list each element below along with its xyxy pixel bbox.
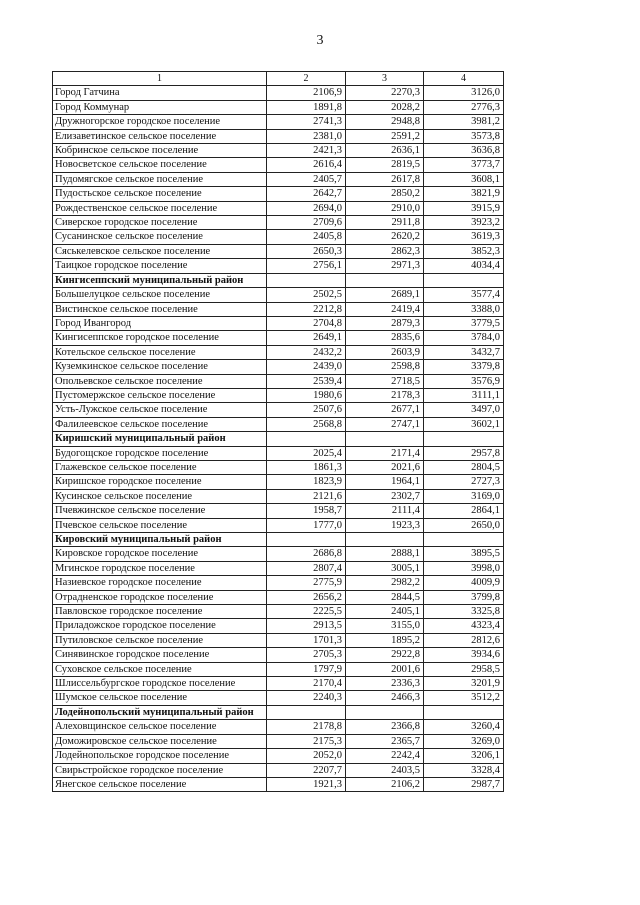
value-cell-col3: 2922,8 <box>346 648 424 662</box>
table-row <box>53 619 504 633</box>
value-cell-col3: 2028,2 <box>346 100 424 114</box>
value-cell-col4: 3126,0 <box>424 86 504 100</box>
value-cell-col4: 3934,6 <box>424 648 504 662</box>
value-cell-col2: 1797,9 <box>267 662 346 676</box>
section-title: Киришский муниципальный район <box>53 432 267 446</box>
empty-cell <box>424 533 504 547</box>
table-row <box>53 504 504 518</box>
value-cell-col2: 2225,5 <box>267 605 346 619</box>
value-cell-col2: 2642,7 <box>267 187 346 201</box>
settlement-name-cell: Павловское городское поселение <box>53 605 267 619</box>
value-cell-col4: 2864,1 <box>424 504 504 518</box>
settlement-name-cell: Котельское сельское поселение <box>53 345 267 359</box>
settlement-name-cell: Город Гатчина <box>53 86 267 100</box>
empty-cell <box>424 432 504 446</box>
table-header-row <box>53 72 504 86</box>
value-cell-col3: 2689,1 <box>346 288 424 302</box>
value-cell-col3: 2835,6 <box>346 331 424 345</box>
value-cell-col3: 2819,5 <box>346 158 424 172</box>
value-cell-col4: 3206,1 <box>424 749 504 763</box>
value-cell-col4: 3201,9 <box>424 677 504 691</box>
value-cell-col4: 3895,5 <box>424 547 504 561</box>
table-row <box>53 259 504 273</box>
value-cell-col4: 3981,2 <box>424 115 504 129</box>
value-cell-col2: 2650,3 <box>267 244 346 258</box>
value-cell-col2: 1980,6 <box>267 388 346 402</box>
value-cell-col4: 3636,8 <box>424 144 504 158</box>
value-cell-col4: 3573,8 <box>424 129 504 143</box>
value-cell-col3: 2178,3 <box>346 388 424 402</box>
table-row <box>53 691 504 705</box>
value-cell-col4: 3497,0 <box>424 403 504 417</box>
value-cell-col2: 2025,4 <box>267 446 346 460</box>
settlement-name-cell: Лодейнопольское городское поселение <box>53 749 267 763</box>
value-cell-col2: 2106,9 <box>267 86 346 100</box>
settlement-name-cell: Усть-Лужское сельское поселение <box>53 403 267 417</box>
value-cell-col4: 4009,9 <box>424 576 504 590</box>
empty-cell <box>267 273 346 287</box>
settlement-name-cell: Сусанинское сельское поселение <box>53 230 267 244</box>
settlement-name-cell: Свирьстройское городское поселение <box>53 763 267 777</box>
value-cell-col3: 2001,6 <box>346 662 424 676</box>
value-cell-col3: 1964,1 <box>346 475 424 489</box>
value-cell-col4: 3512,2 <box>424 691 504 705</box>
value-cell-col4: 2650,0 <box>424 518 504 532</box>
value-cell-col4: 3260,4 <box>424 720 504 734</box>
value-cell-col4: 3784,0 <box>424 331 504 345</box>
section-row <box>53 273 504 287</box>
value-cell-col2: 2439,0 <box>267 360 346 374</box>
table-row <box>53 590 504 604</box>
section-title: Лодейнопольский муниципальный район <box>53 705 267 719</box>
settlement-name-cell: Новосветское сельское поселение <box>53 158 267 172</box>
table-row <box>53 288 504 302</box>
value-cell-col3: 2111,4 <box>346 504 424 518</box>
table-row <box>53 763 504 777</box>
table-row <box>53 374 504 388</box>
table-row <box>53 489 504 503</box>
table-row <box>53 561 504 575</box>
table-row <box>53 158 504 172</box>
value-cell-col4: 3619,3 <box>424 230 504 244</box>
table-row <box>53 388 504 402</box>
value-cell-col2: 2178,8 <box>267 720 346 734</box>
page-number: 3 <box>316 33 324 48</box>
settlement-name-cell: Пчевское сельское поселение <box>53 518 267 532</box>
empty-cell <box>346 432 424 446</box>
column-header-1: 1 <box>53 72 267 86</box>
value-cell-col3: 2982,2 <box>346 576 424 590</box>
section-row <box>53 432 504 446</box>
table-row <box>53 475 504 489</box>
value-cell-col4: 3328,4 <box>424 763 504 777</box>
table-row <box>53 360 504 374</box>
value-cell-col4: 3998,0 <box>424 561 504 575</box>
settlement-name-cell: Пудомягское сельское поселение <box>53 172 267 186</box>
value-cell-col2: 2502,5 <box>267 288 346 302</box>
empty-cell <box>267 533 346 547</box>
value-cell-col4: 3602,1 <box>424 417 504 431</box>
settlements-table <box>52 71 504 792</box>
value-cell-col2: 2775,9 <box>267 576 346 590</box>
value-cell-col2: 2421,3 <box>267 144 346 158</box>
table-row <box>53 403 504 417</box>
value-cell-col4: 3923,2 <box>424 216 504 230</box>
column-header-3: 3 <box>346 72 424 86</box>
value-cell-col4: 3799,8 <box>424 590 504 604</box>
table-row <box>53 417 504 431</box>
table-row <box>53 316 504 330</box>
value-cell-col4: 2958,5 <box>424 662 504 676</box>
table-row <box>53 677 504 691</box>
value-cell-col3: 2419,4 <box>346 302 424 316</box>
settlement-name-cell: Шумское сельское поселение <box>53 691 267 705</box>
value-cell-col3: 2971,3 <box>346 259 424 273</box>
value-cell-col3: 2636,1 <box>346 144 424 158</box>
value-cell-col3: 2405,1 <box>346 605 424 619</box>
settlement-name-cell: Кобринское сельское поселение <box>53 144 267 158</box>
table-row <box>53 201 504 215</box>
table-row <box>53 749 504 763</box>
table-row <box>53 777 504 791</box>
table-row <box>53 216 504 230</box>
value-cell-col3: 3005,1 <box>346 561 424 575</box>
value-cell-col4: 3111,1 <box>424 388 504 402</box>
table-row <box>53 734 504 748</box>
value-cell-col3: 2106,2 <box>346 777 424 791</box>
value-cell-col4: 2957,8 <box>424 446 504 460</box>
value-cell-col3: 2850,2 <box>346 187 424 201</box>
value-cell-col2: 2240,3 <box>267 691 346 705</box>
value-cell-col3: 2603,9 <box>346 345 424 359</box>
table-row <box>53 129 504 143</box>
table-row <box>53 100 504 114</box>
settlement-name-cell: Сиверское городское поселение <box>53 216 267 230</box>
table-row <box>53 86 504 100</box>
settlement-name-cell: Алеховщинское сельское поселение <box>53 720 267 734</box>
settlement-name-cell: Куземкинское сельское поселение <box>53 360 267 374</box>
value-cell-col4: 2776,3 <box>424 100 504 114</box>
value-cell-col4: 2804,5 <box>424 460 504 474</box>
table-row <box>53 144 504 158</box>
table-row <box>53 244 504 258</box>
empty-cell <box>267 705 346 719</box>
value-cell-col2: 2913,5 <box>267 619 346 633</box>
table-row <box>53 230 504 244</box>
value-cell-col2: 2656,2 <box>267 590 346 604</box>
value-cell-col2: 1921,3 <box>267 777 346 791</box>
table-row <box>53 547 504 561</box>
value-cell-col4: 3852,3 <box>424 244 504 258</box>
table-row <box>53 605 504 619</box>
value-cell-col3: 2171,4 <box>346 446 424 460</box>
table-row <box>53 662 504 676</box>
table-row <box>53 720 504 734</box>
table-row <box>53 115 504 129</box>
settlement-name-cell: Киришское городское поселение <box>53 475 267 489</box>
settlement-name-cell: Путиловское сельское поселение <box>53 633 267 647</box>
value-cell-col3: 2365,7 <box>346 734 424 748</box>
table-row <box>53 446 504 460</box>
value-cell-col4: 4034,4 <box>424 259 504 273</box>
value-cell-col4: 3169,0 <box>424 489 504 503</box>
value-cell-col2: 2686,8 <box>267 547 346 561</box>
empty-cell <box>267 432 346 446</box>
table-row <box>53 633 504 647</box>
section-row <box>53 705 504 719</box>
table-row <box>53 345 504 359</box>
value-cell-col3: 3155,0 <box>346 619 424 633</box>
settlement-name-cell: Доможировское сельское поселение <box>53 734 267 748</box>
value-cell-col3: 2242,4 <box>346 749 424 763</box>
value-cell-col2: 2756,1 <box>267 259 346 273</box>
value-cell-col3: 2948,8 <box>346 115 424 129</box>
table-row <box>53 331 504 345</box>
value-cell-col4: 3379,8 <box>424 360 504 374</box>
table-row <box>53 302 504 316</box>
value-cell-col2: 2807,4 <box>267 561 346 575</box>
value-cell-col3: 2617,8 <box>346 172 424 186</box>
value-cell-col2: 2432,2 <box>267 345 346 359</box>
settlement-name-cell: Суховское сельское поселение <box>53 662 267 676</box>
value-cell-col2: 2705,3 <box>267 648 346 662</box>
value-cell-col4: 3325,8 <box>424 605 504 619</box>
value-cell-col3: 2366,8 <box>346 720 424 734</box>
settlement-name-cell: Приладожское городское поселение <box>53 619 267 633</box>
value-cell-col4: 4323,4 <box>424 619 504 633</box>
column-header-4: 4 <box>424 72 504 86</box>
settlement-name-cell: Кусинское сельское поселение <box>53 489 267 503</box>
value-cell-col4: 3779,5 <box>424 316 504 330</box>
value-cell-col2: 2616,4 <box>267 158 346 172</box>
empty-cell <box>424 273 504 287</box>
value-cell-col2: 2175,3 <box>267 734 346 748</box>
settlement-name-cell: Мгинское городское поселение <box>53 561 267 575</box>
value-cell-col2: 2704,8 <box>267 316 346 330</box>
value-cell-col3: 2844,5 <box>346 590 424 604</box>
value-cell-col3: 2718,5 <box>346 374 424 388</box>
value-cell-col2: 2539,4 <box>267 374 346 388</box>
settlement-name-cell: Пустомержское сельское поселение <box>53 388 267 402</box>
value-cell-col2: 1701,3 <box>267 633 346 647</box>
empty-cell <box>346 273 424 287</box>
value-cell-col2: 2694,0 <box>267 201 346 215</box>
settlement-name-cell: Синявинское городское поселение <box>53 648 267 662</box>
settlement-name-cell: Пудостьское сельское поселение <box>53 187 267 201</box>
value-cell-col4: 2987,7 <box>424 777 504 791</box>
settlement-name-cell: Будогощское городское поселение <box>53 446 267 460</box>
value-cell-col4: 3821,9 <box>424 187 504 201</box>
empty-cell <box>424 705 504 719</box>
value-cell-col2: 2052,0 <box>267 749 346 763</box>
value-cell-col4: 3608,1 <box>424 172 504 186</box>
value-cell-col2: 2381,0 <box>267 129 346 143</box>
settlement-name-cell: Большелуцкое сельское поселение <box>53 288 267 302</box>
settlement-name-cell: Кингисеппское городское поселение <box>53 331 267 345</box>
value-cell-col3: 1895,2 <box>346 633 424 647</box>
value-cell-col2: 2121,6 <box>267 489 346 503</box>
value-cell-col4: 3773,7 <box>424 158 504 172</box>
settlement-name-cell: Отрадненское городское поселение <box>53 590 267 604</box>
value-cell-col3: 2677,1 <box>346 403 424 417</box>
section-title: Кингисеппский муниципальный район <box>53 273 267 287</box>
value-cell-col3: 2879,3 <box>346 316 424 330</box>
settlement-name-cell: Город Коммунар <box>53 100 267 114</box>
settlement-name-cell: Таицкое городское поселение <box>53 259 267 273</box>
value-cell-col2: 2649,1 <box>267 331 346 345</box>
column-header-2: 2 <box>267 72 346 86</box>
table-row <box>53 460 504 474</box>
settlement-name-cell: Кировское городское поселение <box>53 547 267 561</box>
value-cell-col4: 3576,9 <box>424 374 504 388</box>
value-cell-col2: 1861,3 <box>267 460 346 474</box>
settlement-name-cell: Назиевское городское поселение <box>53 576 267 590</box>
settlement-name-cell: Пчевжинское сельское поселение <box>53 504 267 518</box>
table-row <box>53 187 504 201</box>
value-cell-col2: 2212,8 <box>267 302 346 316</box>
empty-cell <box>346 533 424 547</box>
settlement-name-cell: Сяськелевское сельское поселение <box>53 244 267 258</box>
value-cell-col3: 2591,2 <box>346 129 424 143</box>
value-cell-col2: 1823,9 <box>267 475 346 489</box>
value-cell-col3: 2302,7 <box>346 489 424 503</box>
value-cell-col3: 2466,3 <box>346 691 424 705</box>
value-cell-col2: 2507,6 <box>267 403 346 417</box>
settlement-name-cell: Рождественское сельское поселение <box>53 201 267 215</box>
settlement-name-cell: Янегское сельское поселение <box>53 777 267 791</box>
value-cell-col3: 2910,0 <box>346 201 424 215</box>
settlement-name-cell: Фалилеевское сельское поселение <box>53 417 267 431</box>
value-cell-col3: 2336,3 <box>346 677 424 691</box>
value-cell-col2: 2405,7 <box>267 172 346 186</box>
section-title: Кировский муниципальный район <box>53 533 267 547</box>
value-cell-col2: 2709,6 <box>267 216 346 230</box>
empty-cell <box>346 705 424 719</box>
value-cell-col4: 2727,3 <box>424 475 504 489</box>
table-row <box>53 518 504 532</box>
settlement-name-cell: Город Ивангород <box>53 316 267 330</box>
value-cell-col2: 1777,0 <box>267 518 346 532</box>
settlement-name-cell: Дружногорское городское поселение <box>53 115 267 129</box>
value-cell-col2: 2207,7 <box>267 763 346 777</box>
value-cell-col3: 2620,2 <box>346 230 424 244</box>
table-row <box>53 172 504 186</box>
value-cell-col3: 2021,6 <box>346 460 424 474</box>
value-cell-col3: 2888,1 <box>346 547 424 561</box>
value-cell-col2: 2568,8 <box>267 417 346 431</box>
settlement-name-cell: Глажевское сельское поселение <box>53 460 267 474</box>
value-cell-col3: 2862,3 <box>346 244 424 258</box>
value-cell-col3: 2747,1 <box>346 417 424 431</box>
table-body <box>53 86 504 792</box>
value-cell-col4: 3269,0 <box>424 734 504 748</box>
value-cell-col2: 2741,3 <box>267 115 346 129</box>
value-cell-col2: 2170,4 <box>267 677 346 691</box>
value-cell-col3: 2911,8 <box>346 216 424 230</box>
value-cell-col4: 3915,9 <box>424 201 504 215</box>
settlement-name-cell: Шлиссельбургское городское поселение <box>53 677 267 691</box>
value-cell-col3: 1923,3 <box>346 518 424 532</box>
section-row <box>53 533 504 547</box>
value-cell-col4: 3577,4 <box>424 288 504 302</box>
value-cell-col2: 1891,8 <box>267 100 346 114</box>
value-cell-col3: 2598,8 <box>346 360 424 374</box>
value-cell-col4: 3388,0 <box>424 302 504 316</box>
table-row <box>53 648 504 662</box>
settlement-name-cell: Вистинское сельское поселение <box>53 302 267 316</box>
value-cell-col4: 3432,7 <box>424 345 504 359</box>
settlement-name-cell: Опольевское сельское поселение <box>53 374 267 388</box>
settlement-name-cell: Елизаветинское сельское поселение <box>53 129 267 143</box>
table-row <box>53 576 504 590</box>
value-cell-col2: 1958,7 <box>267 504 346 518</box>
value-cell-col3: 2403,5 <box>346 763 424 777</box>
value-cell-col2: 2405,8 <box>267 230 346 244</box>
value-cell-col4: 2812,6 <box>424 633 504 647</box>
value-cell-col3: 2270,3 <box>346 86 424 100</box>
